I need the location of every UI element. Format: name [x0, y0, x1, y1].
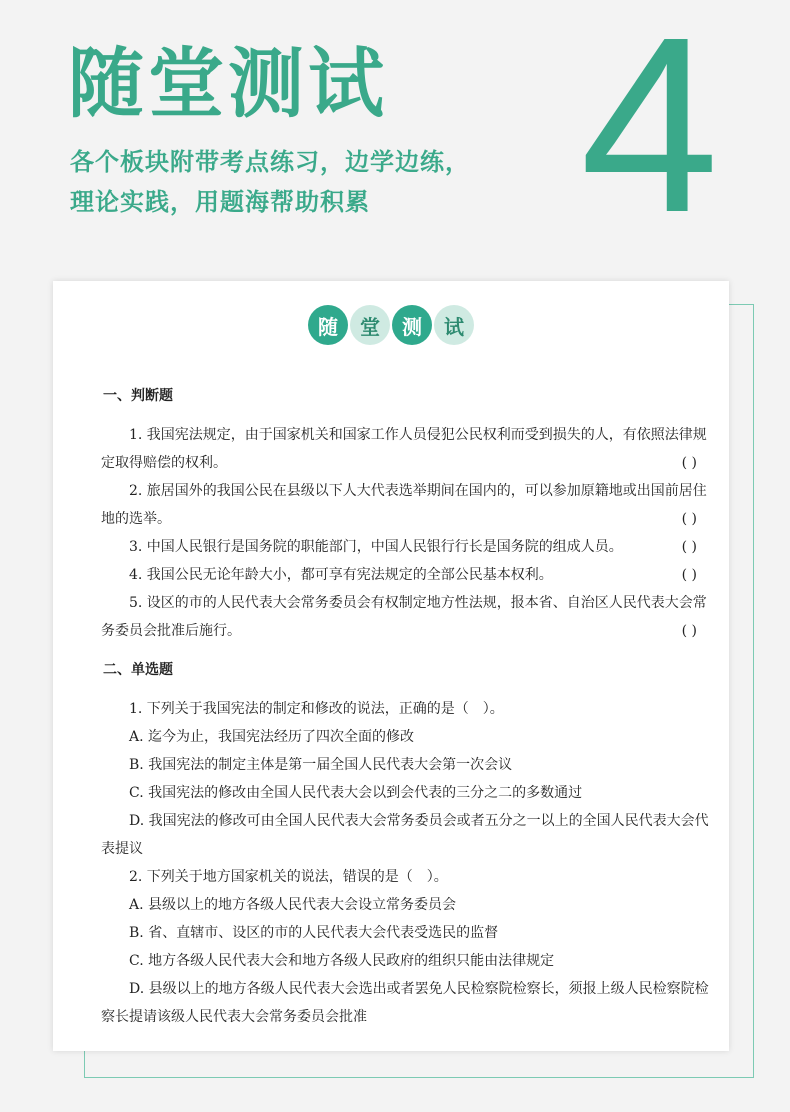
question-text: 4. 我国公民无论年龄大小，都可享有宪法规定的全部公民基本权利。 — [129, 567, 553, 583]
hero-subtitle-line2: 理论实践，用题海帮助积累 — [70, 188, 370, 216]
badge-char-2: 堂 — [350, 305, 390, 345]
choice-line: B. 我国宪法的制定主体是第一届全国人民代表大会第一次会议 — [129, 757, 513, 773]
choice-line: 1. 下列关于我国宪法的制定和修改的说法，正确的是（ ）。 — [129, 701, 504, 717]
badge-char-1: 随 — [308, 305, 348, 345]
section-heading-true-false: 一、判断题 — [103, 388, 173, 404]
answer-blank: ( ) — [681, 567, 697, 583]
question-text: 1. 我国宪法规定，由于国家机关和国家工作人员侵犯公民权利而受到损失的人，有依照法律规定取得赔偿的权利。 — [101, 427, 707, 471]
choice-line: A. 县级以上的地方各级人民代表大会设立常务委员会 — [129, 897, 457, 913]
quiz-content — [101, 385, 711, 1031]
badge-char-3: 测 — [392, 305, 432, 345]
hero-title: 随堂测试 — [68, 39, 388, 128]
question-text: 2. 旅居国外的我国公民在县级以下人大代表选举期间在国内的，可以参加原籍地或出国前居住地的选举。 — [101, 483, 707, 527]
question-item — [101, 533, 711, 561]
hero-number: 4 — [580, 0, 720, 264]
paper-sheet — [53, 281, 729, 1051]
section-heading-single-choice: 二、单选题 — [103, 662, 173, 678]
choice-line: A. 迄今为止，我国宪法经历了四次全面的修改 — [129, 729, 415, 745]
question-item — [101, 477, 711, 533]
choice-line: C. 我国宪法的修改由全国人民代表大会以到会代表的三分之二的多数通过 — [129, 785, 583, 801]
question-item — [101, 589, 711, 645]
question-text: 5. 设区的市的人民代表大会常务委员会有权制定地方性法规，报本省、自治区人民代表大会常务委员会批准后施行。 — [101, 595, 707, 639]
choice-line: C. 地方各级人民代表大会和地方各级人民政府的组织只能由法律规定 — [129, 953, 555, 969]
answer-blank: ( ) — [681, 455, 697, 471]
choice-line: D. 县级以上的地方各级人民代表大会选出或者罢免人民检察院检察长，须报上级人民检察院检察长提请该级人民代表大会常务委员会批准 — [101, 981, 709, 1025]
badge-char-4: 试 — [434, 305, 474, 345]
answer-blank: ( ) — [681, 539, 697, 555]
choice-line: D. 我国宪法的修改可由全国人民代表大会常务委员会或者五分之一以上的全国人民代表大会代表提议 — [101, 813, 709, 857]
answer-blank: ( ) — [681, 511, 697, 527]
badge-row — [53, 305, 729, 345]
answer-blank: ( ) — [681, 623, 697, 639]
question-item — [101, 561, 711, 589]
question-item — [101, 421, 711, 477]
hero-subtitle-line1: 各个板块附带考点练习，边学边练， — [70, 148, 470, 176]
choice-line: 2. 下列关于地方国家机关的说法，错误的是（ ）。 — [129, 869, 448, 885]
choice-line: B. 省、直辖市、设区的市的人民代表大会代表受选民的监督 — [129, 925, 499, 941]
question-text: 3. 中国人民银行是国务院的职能部门，中国人民银行行长是国务院的组成人员。 — [129, 539, 623, 555]
